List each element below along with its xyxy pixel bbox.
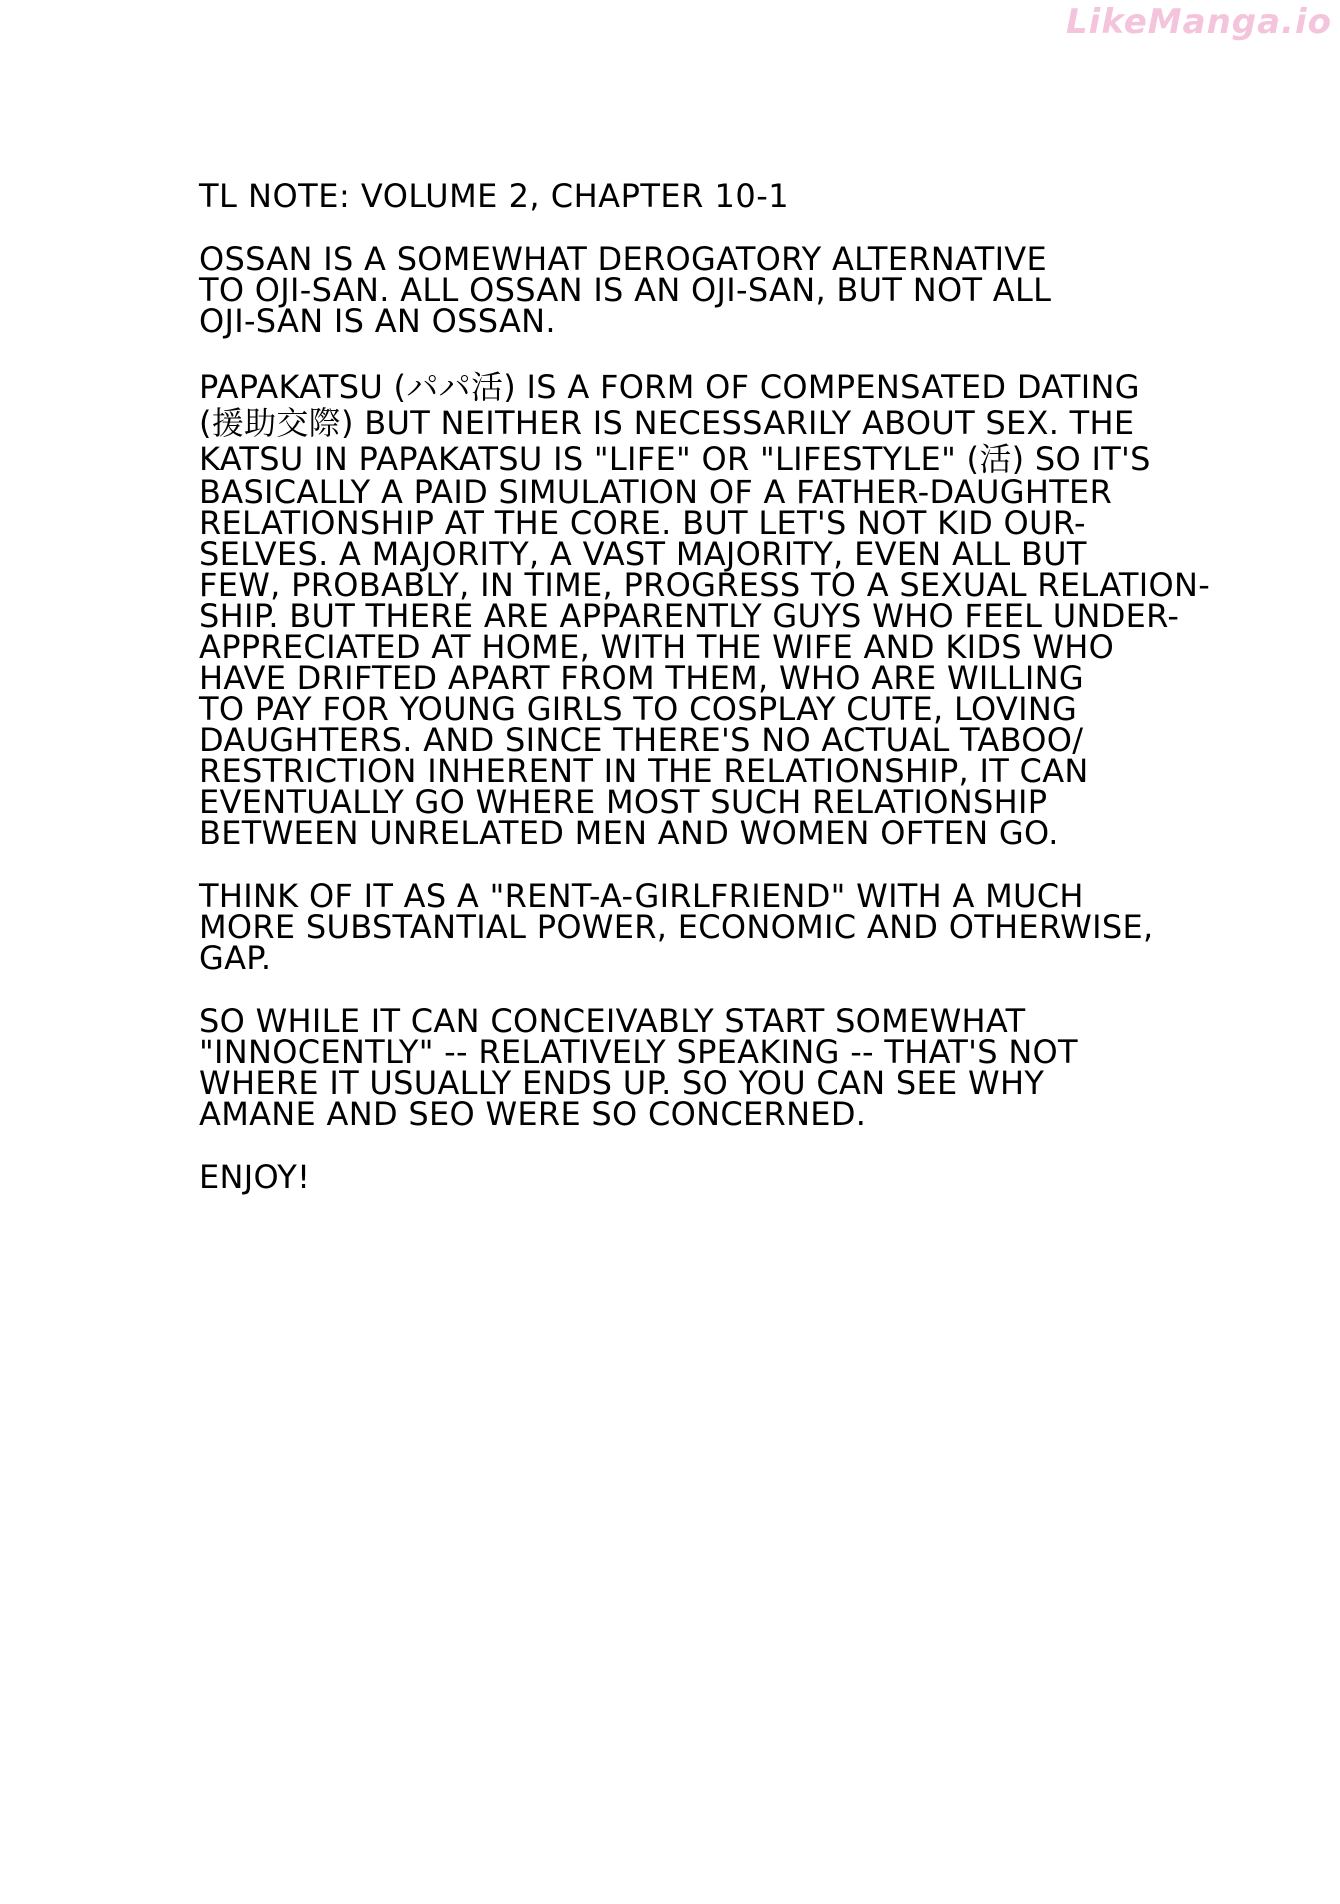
note-line: PAPAKATSU (パパ活) IS A FORM OF COMPENSATED DATING [199,368,1140,406]
watermark-text: LikeManga.io [1066,2,1332,42]
note-title: TL NOTE: VOLUME 2, CHAPTER 10-1 [199,177,790,215]
note-paragraph-ossan [199,240,1279,340]
site-watermark-logo [1066,2,1332,42]
note-line: BETWEEN UNRELATED MEN AND WOMEN OFTEN GO. [199,814,1059,852]
note-line: (援助交際) BUT NEITHER IS NECESSARILY ABOUT SEX. THE [199,404,1135,442]
note-line: TO PAY FOR YOUNG GIRLS TO COSPLAY CUTE, LOVING [199,690,1078,728]
note-paragraph-innocently [199,1002,1279,1133]
note-line: OSSAN IS A SOMEWHAT DEROGATORY ALTERNATIVE [199,240,1048,278]
note-paragraph-enjoy [199,1158,1279,1196]
note-paragraph-rent-a-girlfriend [199,877,1279,977]
note-line: FEW, PROBABLY, IN TIME, PROGRESS TO A SEXUAL RELATION- [199,566,1211,604]
note-line: RELATIONSHIP AT THE CORE. BUT LET'S NOT KID OUR- [199,504,1086,542]
note-line: EVENTUALLY GO WHERE MOST SUCH RELATIONSHIP [199,783,1048,821]
note-line: APPRECIATED AT HOME, WITH THE WIFE AND KIDS WHO [199,628,1115,666]
note-line: HAVE DRIFTED APART FROM THEM, WHO ARE WILLING [199,659,1084,697]
note-line: MORE SUBSTANTIAL POWER, ECONOMIC AND OTHERWISE, [199,908,1154,946]
note-line: GAP. [199,939,272,977]
note-line: WHERE IT USUALLY ENDS UP. SO YOU CAN SEE WHY [199,1064,1045,1102]
translator-note [199,176,1279,1225]
note-line: SO WHILE IT CAN CONCEIVABLY START SOMEWHAT [199,1002,1026,1040]
note-line: BASICALLY A PAID SIMULATION OF A FATHER-DAUGHTER [199,473,1113,511]
note-line: TO OJI-SAN. ALL OSSAN IS AN OJI-SAN, BUT NOT ALL [199,271,1052,309]
note-line: DAUGHTERS. AND SINCE THERE'S NO ACTUAL TABOO/ [199,721,1084,759]
note-line: "INNOCENTLY" -- RELATIVELY SPEAKING -- THAT'S NOT [199,1033,1078,1071]
note-line: KATSU IN PAPAKATSU IS "LIFE" OR "LIFESTYLE" (活) SO IT'S [199,440,1151,478]
note-line: THINK OF IT AS A "RENT-A-GIRLFRIEND" WITH A MUCH [199,877,1084,915]
note-line: RESTRICTION INHERENT IN THE RELATIONSHIP, IT CAN [199,752,1089,790]
note-line: SHIP. BUT THERE ARE APPARENTLY GUYS WHO FEEL UNDER- [199,597,1180,635]
note-paragraph-papakatsu [199,368,1279,852]
note-line: SELVES. A MAJORITY, A VAST MAJORITY, EVEN ALL BUT [199,535,1087,573]
note-line: AMANE AND SEO WERE SO CONCERNED. [199,1095,867,1133]
note-line: ENJOY! [199,1158,311,1196]
note-line: OJI-SAN IS AN OSSAN. [199,302,556,340]
